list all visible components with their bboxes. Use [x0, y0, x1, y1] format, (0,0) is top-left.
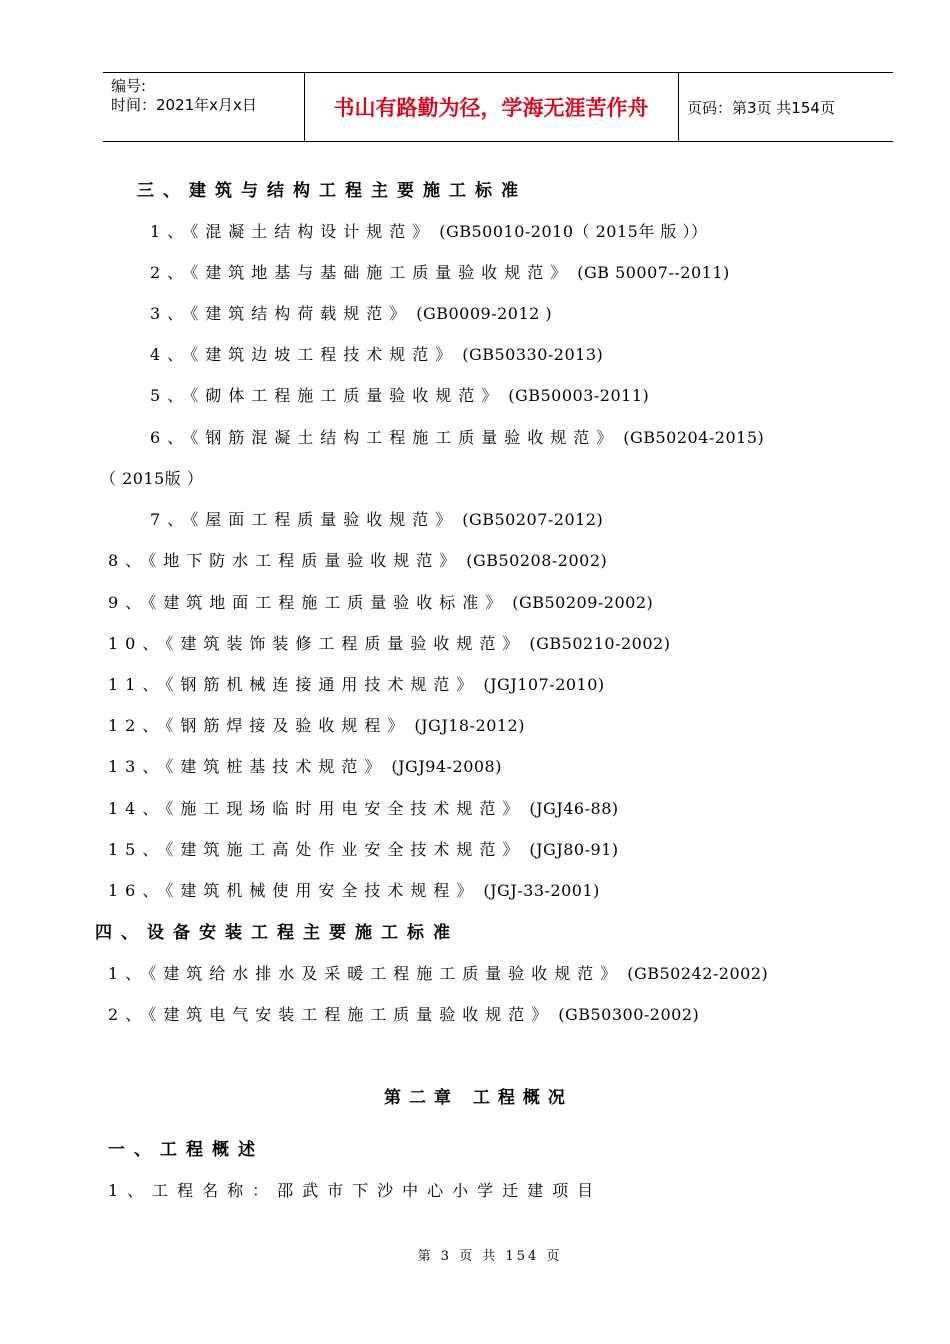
standard-name: 《建筑桩基技术规范》 — [165, 757, 388, 776]
item-number: 1、 — [108, 964, 149, 983]
standard-list-item — [100, 468, 203, 490]
header-motto: 书山有路勤为径，学海无涯苦作舟 — [333, 96, 649, 120]
standard-name: 《钢筋机械连接通用技术规范》 — [165, 675, 480, 694]
section-one-title: 一、工程概述 — [108, 1140, 264, 1160]
standard-list-item — [150, 262, 730, 284]
standard-name: 《钢筋焊接及验收规程》 — [165, 716, 411, 735]
standard-name: 《建筑结构荷载规范》 — [190, 304, 413, 323]
standard-list-item — [150, 509, 603, 531]
standard-name: 《施工现场临时用电安全技术规范》 — [165, 799, 526, 818]
standard-list-item — [108, 756, 502, 778]
item-number: 4、 — [150, 345, 191, 364]
standard-list-item — [108, 880, 600, 902]
standard-name: 《混凝土结构设计规范》 — [190, 222, 436, 241]
standard-name: 《砌体工程施工质量验收规范》 — [190, 386, 505, 405]
header-divider — [678, 73, 679, 141]
standard-code: (JGJ94-2008) — [391, 757, 502, 776]
header-page-info: 页码：第3页 共154页 — [687, 98, 835, 117]
section-three-title: 三、建筑与结构工程主要施工标准 — [137, 181, 527, 201]
standard-list-item — [150, 344, 603, 366]
standard-name: 《建筑地基与基础施工质量验收规范》 — [190, 263, 574, 282]
standard-name: 《地下防水工程质量验收规范》 — [148, 551, 463, 570]
standard-name: 《建筑电气安装工程施工质量验收规范》 — [148, 1005, 555, 1024]
time-label: 时间：2021年x月x日 — [111, 96, 257, 114]
item-number: 10、 — [108, 634, 166, 653]
standard-code: (GB50210-2002) — [529, 634, 671, 653]
item-number: 16、 — [108, 881, 166, 900]
standard-list-item — [108, 550, 607, 572]
item-number: 15、 — [108, 840, 166, 859]
standard-list-item — [150, 221, 708, 243]
standard-name: 《建筑给水排水及采暖工程施工质量验收规范》 — [148, 964, 624, 983]
item-number: 13、 — [108, 757, 166, 776]
standard-list-item — [108, 839, 619, 861]
standard-name: 《建筑边坡工程技术规范》 — [190, 345, 459, 364]
standard-name: 《建筑地面工程施工质量验收标准》 — [148, 593, 509, 612]
standard-code: (JGJ46-88) — [529, 799, 619, 818]
page-footer: 第 3 页 共 154 页 — [417, 1249, 563, 1264]
standard-code: (JGJ107-2010) — [483, 675, 605, 694]
item-number: 6、 — [150, 428, 191, 447]
standard-list-item — [150, 303, 552, 325]
standard-list-item — [108, 592, 653, 614]
standard-code: (GB50242-2002) — [627, 964, 769, 983]
standard-list-item — [108, 715, 525, 737]
page-header-table — [103, 72, 893, 142]
standard-list-item — [108, 963, 768, 985]
project-name-line: 1、工程名称：邵武市下沙中心小学迁建项目 — [108, 1181, 603, 1200]
standard-code: (GB50300-2002) — [558, 1005, 700, 1024]
standard-code: (JGJ-33-2001) — [483, 881, 600, 900]
section-four-title: 四、设备安装工程主要施工标准 — [95, 923, 459, 943]
item-number: 1、 — [150, 222, 191, 241]
standard-code: (GB50207-2012) — [462, 510, 604, 529]
standard-code: (JGJ18-2012) — [414, 716, 525, 735]
standard-name: 《建筑施工高处作业安全技术规范》 — [165, 840, 526, 859]
standard-list-item — [108, 798, 619, 820]
serial-label: 编号: — [111, 77, 147, 95]
item-number: 3、 — [150, 304, 191, 323]
standard-list-item — [108, 1004, 699, 1026]
item-number: 14、 — [108, 799, 166, 818]
item-number: 2、 — [108, 1005, 149, 1024]
standard-list-item — [150, 385, 649, 407]
item-number: 12、 — [108, 716, 166, 735]
standard-code: （ 2015版 ） — [100, 469, 204, 488]
standard-code: (GB 50007--2011) — [577, 263, 730, 282]
standard-code: (GB50208-2002) — [466, 551, 608, 570]
standard-code: (GB50209-2002) — [512, 593, 654, 612]
header-left-cell — [111, 77, 257, 115]
item-number: 5、 — [150, 386, 191, 405]
standard-name: 《建筑装饰装修工程质量验收规范》 — [165, 634, 526, 653]
standard-list-item — [150, 427, 764, 449]
standard-name: 《钢筋混凝土结构工程施工质量验收规范》 — [190, 428, 620, 447]
standard-code: (GB50003-2011) — [508, 386, 650, 405]
standard-list-item — [108, 674, 605, 696]
standard-list-item — [108, 633, 670, 655]
item-number: 7、 — [150, 510, 191, 529]
standard-code: (GB50010-2010（ 2015年 版 ）） — [439, 222, 708, 241]
standard-code: (GB0009-2012 ) — [416, 304, 553, 323]
chapter-title: 第二章 工程概况 — [384, 1088, 573, 1108]
item-number: 8、 — [108, 551, 149, 570]
item-number: 2、 — [150, 263, 191, 282]
standard-code: (GB50204-2015) — [623, 428, 765, 447]
standard-code: (JGJ80-91) — [529, 840, 619, 859]
standard-name: 《屋面工程质量验收规范》 — [190, 510, 459, 529]
standard-name: 《建筑机械使用安全技术规程》 — [165, 881, 480, 900]
standard-code: (GB50330-2013) — [462, 345, 604, 364]
item-number: 9、 — [108, 593, 149, 612]
item-number: 11、 — [108, 675, 166, 694]
